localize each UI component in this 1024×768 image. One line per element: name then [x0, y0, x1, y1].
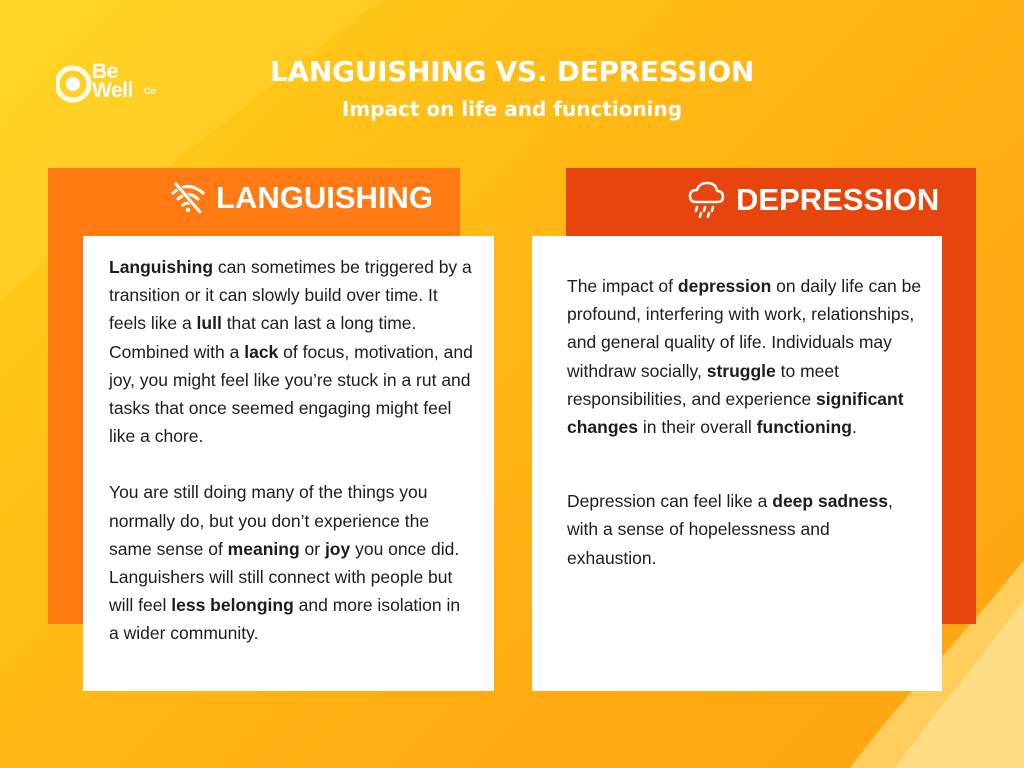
logo-suffix: Co	[144, 86, 156, 96]
languishing-paragraph-1: Languishing can sometimes be triggered by a transition or it can slowly build over time. It feels like a lull that can last a long time. Combined with a lack of focus, motivation, and joy, you might feel like you’re stuck in a rut and tasks that once seemed engaging might feel like a chore.	[109, 257, 473, 447]
languishing-heading	[170, 180, 433, 216]
logo-text: Be Well	[92, 60, 133, 102]
page-title: LANGUISHING VS. DEPRESSION	[270, 55, 754, 88]
depression-paragraph-1: The impact of depression on daily life can be profound, interfering with work, relationships, and general quality of life. Individuals may withdraw socially, struggle to meet responsibilities, and experience significant changes in their overall functioning.	[567, 276, 922, 438]
depression-heading	[686, 180, 939, 220]
languishing-paragraph-2: You are still doing many of the things you normally do, but you don’t experience the same sense of meaning or joy you once did. Languishers will still connect with people but will feel less belonging and more isolation in a wider community.	[109, 482, 461, 644]
wifi-off-icon	[170, 182, 206, 214]
depression-paragraph-2: Depression can feel like a deep sadness, with a sense of hopelessness and exhaustion.	[567, 491, 893, 568]
rain-cloud-icon	[686, 180, 726, 220]
page-subtitle: Impact on life and functioning	[341, 97, 683, 121]
languishing-card	[83, 236, 494, 691]
depression-card	[532, 236, 942, 691]
languishing-heading-text: LANGUISHING	[216, 180, 433, 215]
depression-heading-text: DEPRESSION	[736, 182, 940, 217]
